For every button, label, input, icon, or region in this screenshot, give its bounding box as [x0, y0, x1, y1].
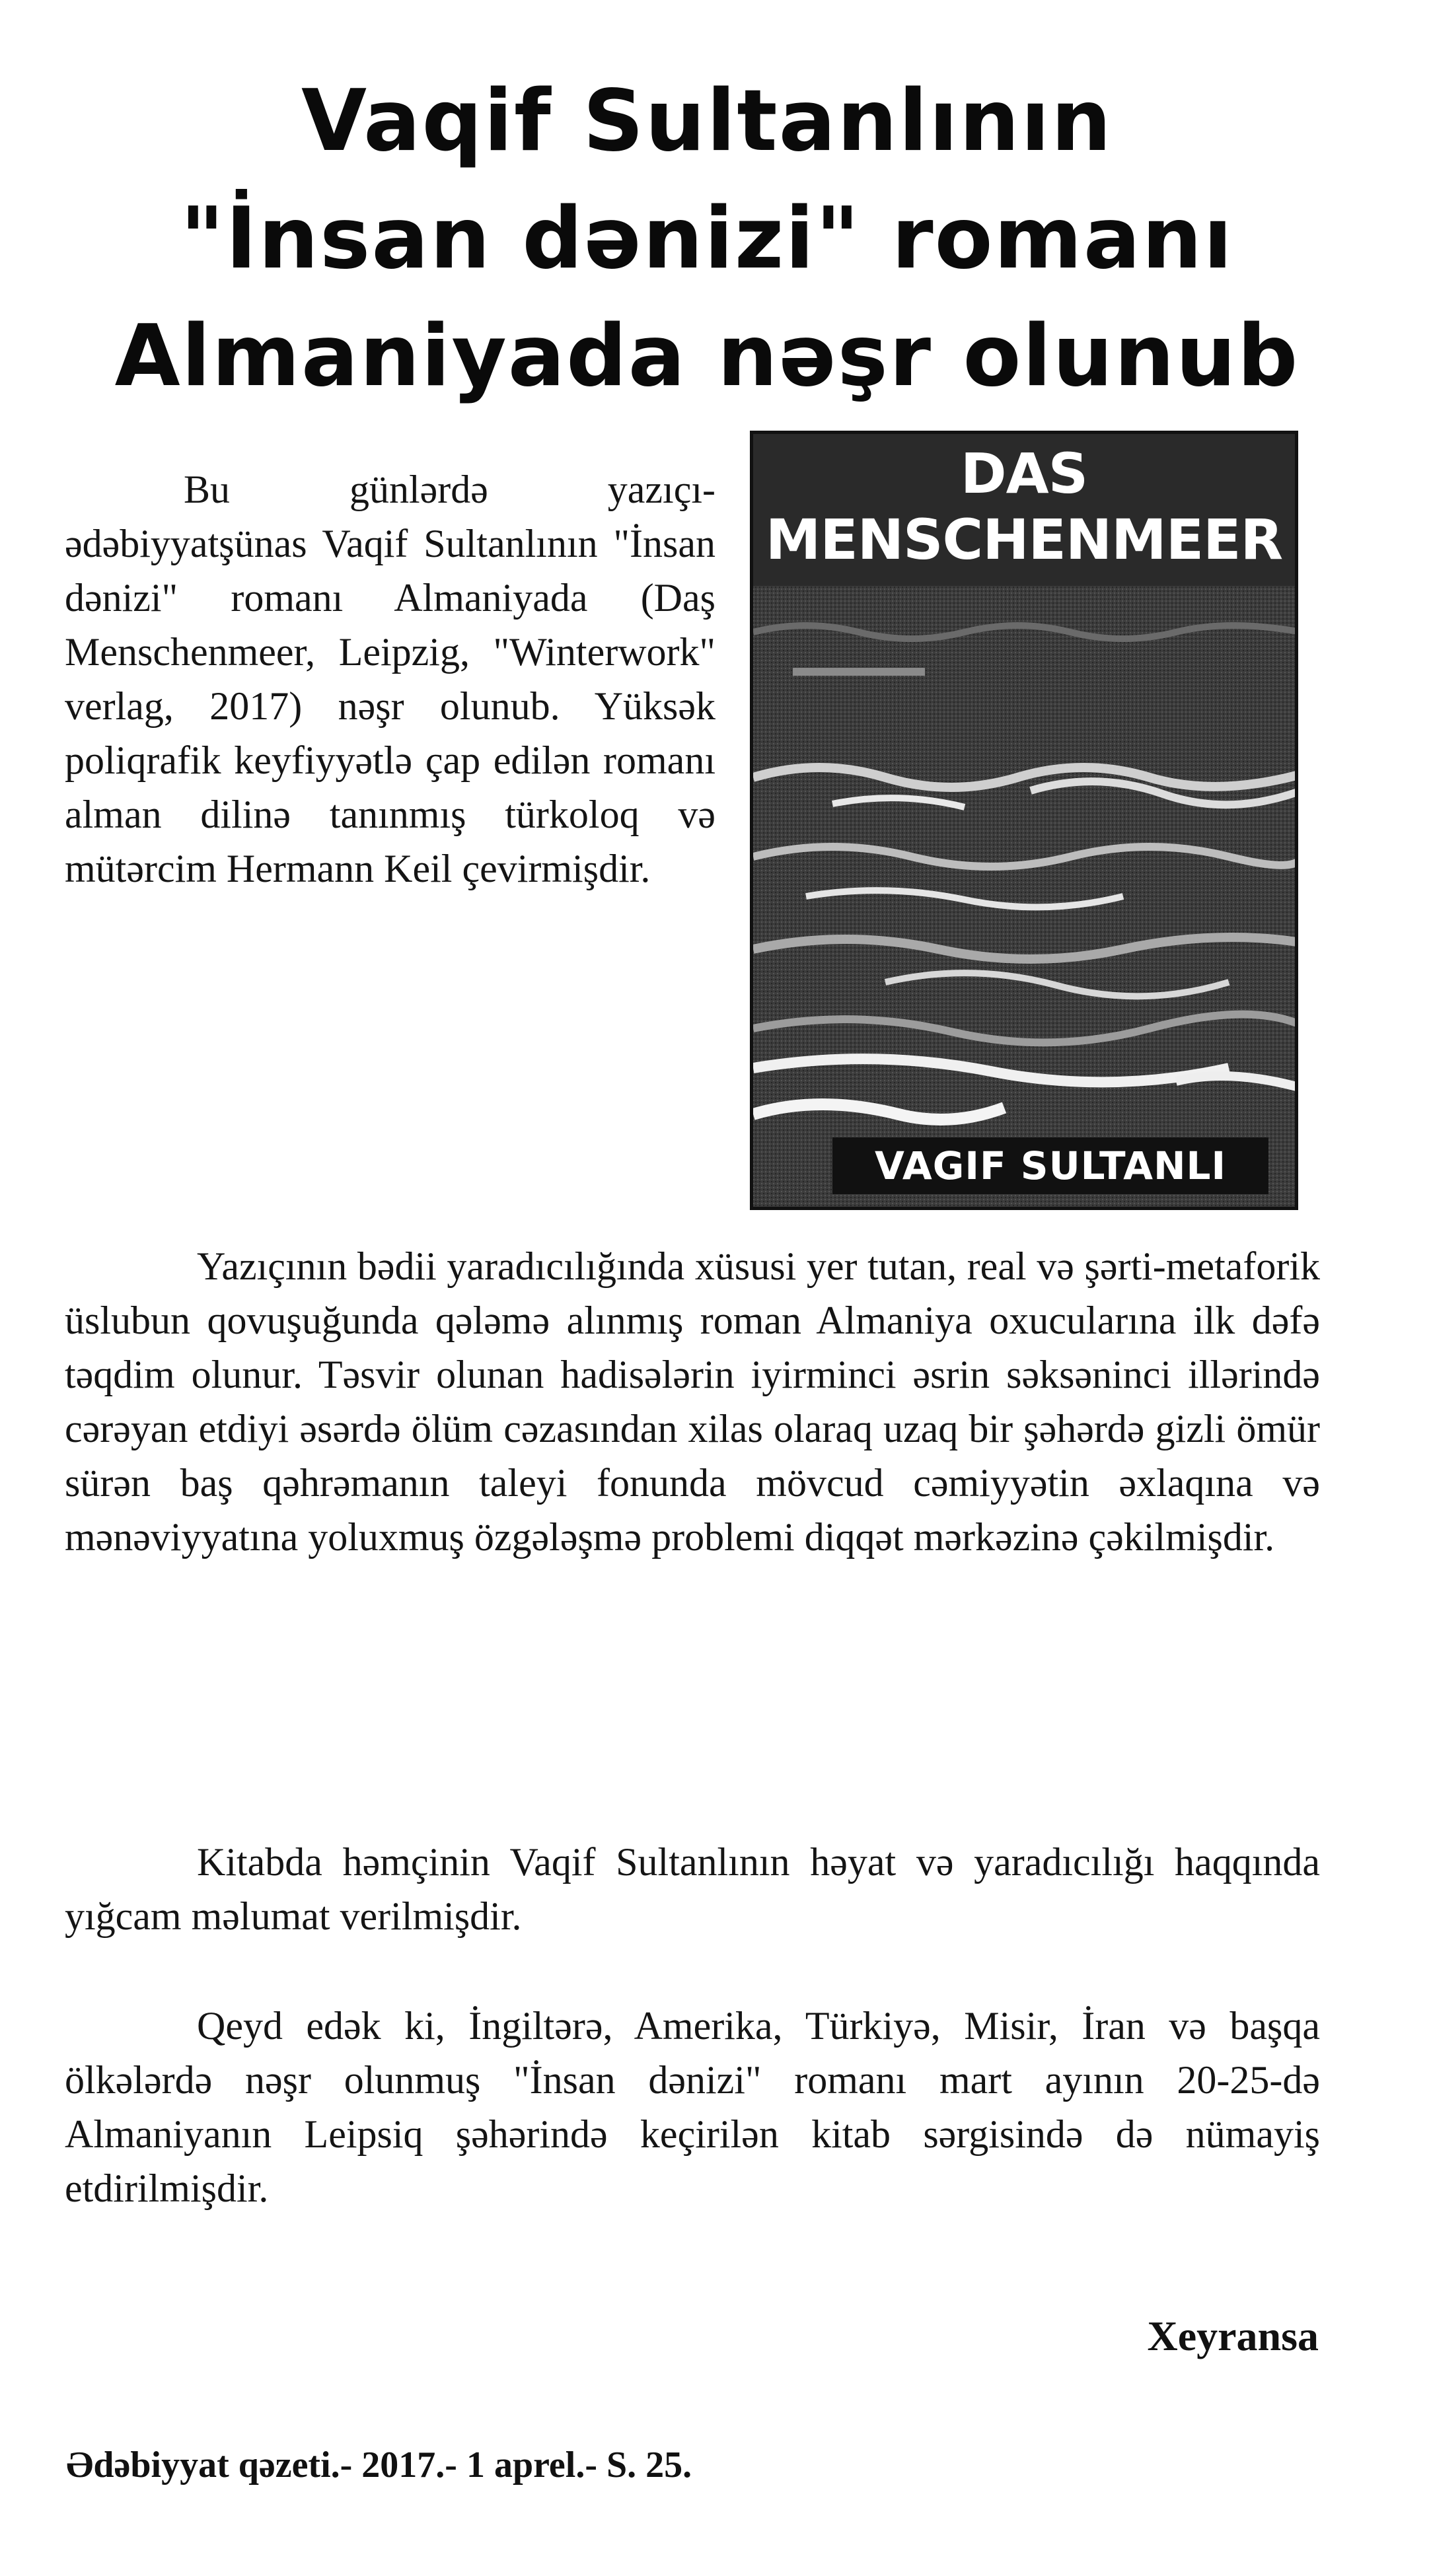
headline — [79, 63, 1335, 415]
article-paragraph-1: Bu günlərdə yazıçı-ədəbiyyatşünas Vaqif Sultanlının "İnsan dənizi" romanı Almaniyada (Daş Menschenmeer, Leipzig, "Winterwork" verlag, 2017) nəşr olunub. Yüksək poliqrafik keyfiyyətlə çap edilən romanı alman dilinə tanınmış türkoloq və mütərcim Hermann Keil çevirmişdir. — [65, 468, 716, 890]
source-citation: Ədəbiyyat qəzeti.- 2017.- 1 aprel.- S. 25. — [66, 2445, 692, 2486]
article-paragraph-3: Kitabda həmçinin Vaqif Sultanlının həyat və yaradıcılığı haqqında yığcam məlumat verilmişdir. — [65, 1840, 1320, 1938]
article-paragraph-4: Qeyd edək ki, İngiltərə, Amerika, Türkiyə, Misir, İran və başqa ölkələrdə nəşr olunmuş "İnsan dənizi" romanı mart ayının 20-25-də Almaniyanın Leipsiq şəhərində keçirilən kitab sərgisində də nümayiş etdirilmişdir. — [65, 2004, 1320, 2210]
book-title-line-1: DAS — [960, 441, 1088, 506]
headline-line-2: "İnsan dənizi" romanı — [180, 190, 1234, 288]
book-title-line-2: MENSCHENMEER — [765, 507, 1283, 572]
headline-line-3: Almaniyada nəşr olunub — [114, 307, 1300, 406]
author-signature: Xeyransa — [1147, 2312, 1319, 2359]
article-paragraph-2: Yazıçının bədii yaradıcılığında xüsusi yer tutan, real və şərti-metaforik üslubun qovuşuğunda qələmə alınmış roman Almaniya oxucularına ilk dəfə təqdim olunur. Təsvir olunan hadisələrin iyirminci əsrin səksəninci illərində cərəyan etdiyi əsərdə ölüm cəzasından xilas olaraq uzaq bir şəhərdə gizli ömür sürən baş qəhrəmanın taleyi fonunda mövcud cəmiyyətin əxlaqına və mənəviyyatına yoluxmuş özgələşmə problemi diqqət mərkəzinə çəkilmişdir. — [65, 1244, 1320, 1559]
book-author-label: VAGIF SULTANLI — [832, 1137, 1268, 1194]
book-title — [753, 441, 1295, 573]
book-cover-image — [750, 431, 1298, 1210]
headline-line-1: Vaqif Sultanlının — [301, 72, 1113, 170]
